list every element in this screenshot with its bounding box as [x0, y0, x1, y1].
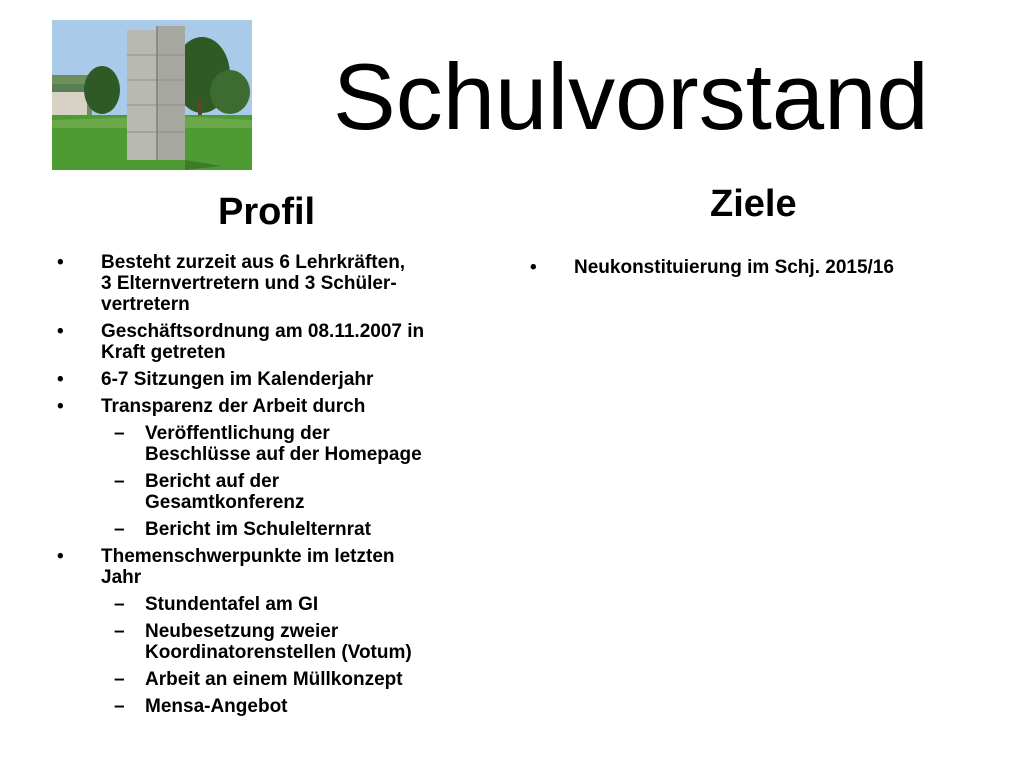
photo-building [52, 90, 87, 115]
sub-list-item-text [145, 594, 507, 615]
dash-icon: – [114, 423, 125, 444]
sub-list-item [101, 519, 507, 540]
list-item-text [101, 321, 507, 363]
list-item [57, 369, 507, 390]
sub-list-item [101, 669, 507, 690]
list-item-text-line: Neukonstituierung im Schj. 2015/16 [574, 257, 894, 278]
sub-list-item [101, 423, 507, 465]
list-item-text-line: 6-7 Sitzungen im Kalenderjahr [101, 369, 374, 390]
list-item-text-line: 3 Elternvertretern und 3 Schüler- [101, 273, 397, 294]
bullet-icon: • [57, 321, 64, 342]
list-item-text-line: Besteht zurzeit aus 6 Lehrkräften, [101, 252, 406, 273]
sub-list-item [101, 471, 507, 513]
bullet-icon: • [57, 546, 64, 567]
list-item [57, 321, 507, 363]
list-item-text [101, 252, 507, 315]
ziele-list [530, 257, 1000, 284]
ziele-heading: Ziele [710, 183, 797, 225]
sub-list-item-text [145, 423, 507, 465]
list-item [57, 252, 507, 315]
list-item [57, 546, 507, 717]
list-item-text-line: Neubesetzung zweier [145, 621, 339, 642]
list-item-text-line: Mensa-Angebot [145, 696, 288, 717]
photo-tree-left [84, 66, 120, 114]
list-item-text-line: Stundentafel am GI [145, 594, 319, 615]
list-item-text-line: Transparenz der Arbeit durch [101, 396, 366, 417]
bullet-icon: • [530, 257, 537, 278]
list-item-text [101, 369, 507, 390]
list-item-text-line: Koordinatorenstellen (Votum) [145, 642, 412, 663]
list-item-text-line: Bericht im Schulelternrat [145, 519, 371, 540]
sub-list-item-text [145, 696, 507, 717]
bullet-icon: • [57, 252, 64, 273]
sub-list [101, 594, 507, 717]
sub-list-item-text [145, 471, 507, 513]
list-item-text [101, 546, 507, 588]
bullet-icon: • [57, 396, 64, 417]
profil-heading: Profil [218, 191, 316, 233]
list-item-text-line: Beschlüsse auf der Homepage [145, 444, 422, 465]
list-item-text-line: Themenschwerpunkte im letzten [101, 546, 395, 567]
list-item-text [101, 396, 507, 417]
sub-list-item [101, 594, 507, 615]
dash-icon: – [114, 519, 125, 540]
list-item-text-line: Jahr [101, 567, 142, 588]
page-title: Schulvorstand [333, 44, 929, 149]
dash-icon: – [114, 594, 125, 615]
dash-icon: – [114, 471, 125, 492]
sub-list-item-text [145, 519, 507, 540]
school-sculpture-photo [52, 20, 252, 170]
sub-list-item [101, 696, 507, 717]
list-item-text-line: Geschäftsordnung am 08.11.2007 in [101, 321, 425, 342]
dash-icon: – [114, 669, 125, 690]
sub-list-item-text [145, 669, 507, 690]
list-item-text [574, 257, 1000, 278]
list-item [530, 257, 1000, 278]
photo-illustration [52, 20, 252, 170]
list-item-text-line: Gesamtkonferenz [145, 492, 305, 513]
sub-list [101, 423, 507, 540]
list-item-text-line: vertretern [101, 294, 190, 315]
list-item-text-line: Veröffentlichung der [145, 423, 330, 444]
bullet-icon: • [57, 369, 64, 390]
list-item-text-line: Bericht auf der [145, 471, 280, 492]
sub-list-item-text [145, 621, 507, 663]
dash-icon: – [114, 621, 125, 642]
dash-icon: – [114, 696, 125, 717]
list-item-text-line: Kraft getreten [101, 342, 226, 363]
profil-list [57, 252, 507, 723]
list-item [57, 396, 507, 540]
sub-list-item [101, 621, 507, 663]
list-item-text-line: Arbeit an einem Müllkonzept [145, 669, 403, 690]
